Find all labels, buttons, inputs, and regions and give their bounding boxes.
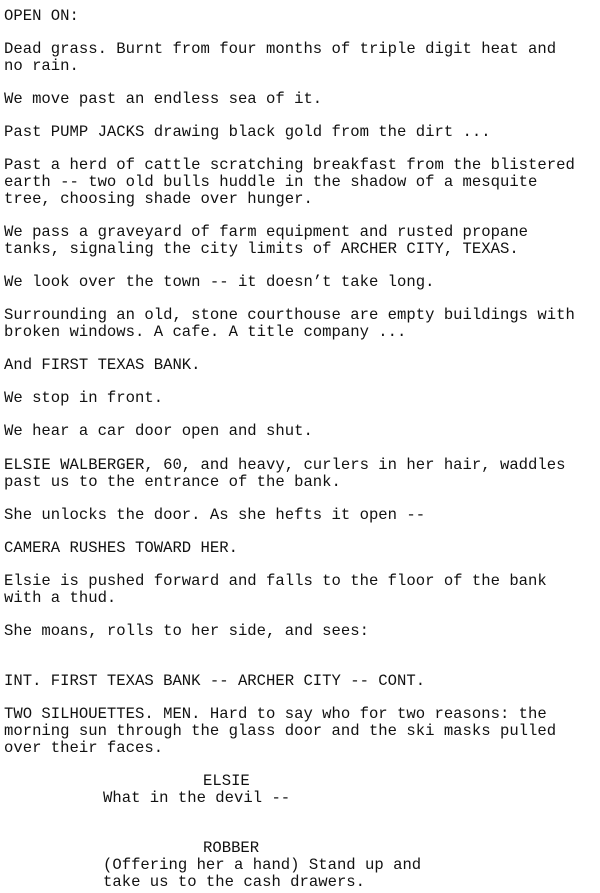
action-line: She moans, rolls to her side, and sees: xyxy=(4,622,369,640)
action-line: CAMERA RUSHES TOWARD HER. xyxy=(4,539,238,557)
action-line: Dead grass. Burnt from four months of triple digit heat and xyxy=(4,40,557,58)
action-line: And FIRST TEXAS BANK. xyxy=(4,356,201,374)
dialogue-line: take us to the cash drawers. xyxy=(103,873,366,891)
transition: OPEN ON: xyxy=(4,7,79,25)
action-line: tree, choosing shade over hunger. xyxy=(4,190,313,208)
action-line: morning sun through the glass door and the ski masks pulled xyxy=(4,722,557,740)
action-line: Past a herd of cattle scratching breakfast from the blistered xyxy=(4,156,575,174)
action-line: broken windows. A cafe. A title company ... xyxy=(4,323,407,341)
action-line: Surrounding an old, stone courthouse are empty buildings with xyxy=(4,306,575,324)
action-line: ELSIE WALBERGER, 60, and heavy, curlers in her hair, waddles xyxy=(4,456,566,474)
action-line: She unlocks the door. As she hefts it open -- xyxy=(4,506,426,524)
scene-heading: INT. FIRST TEXAS BANK -- ARCHER CITY -- CONT. xyxy=(4,672,426,690)
action-line: earth -- two old bulls huddle in the shadow of a mesquite xyxy=(4,173,538,191)
dialogue-line: (Offering her a hand) Stand up and xyxy=(103,856,422,874)
action-line: tanks, signaling the city limits of ARCHER CITY, TEXAS. xyxy=(4,240,519,258)
action-line: We pass a graveyard of farm equipment and rusted propane xyxy=(4,223,529,241)
action-line: We move past an endless sea of it. xyxy=(4,90,323,108)
action-line: over their faces. xyxy=(4,739,164,757)
character-name: ELSIE xyxy=(203,772,250,790)
action-line: TWO SILHOUETTES. MEN. Hard to say who for two reasons: the xyxy=(4,705,547,723)
character-name: ROBBER xyxy=(203,839,260,857)
dialogue-line: What in the devil -- xyxy=(103,789,291,807)
action-line: We hear a car door open and shut. xyxy=(4,422,313,440)
action-line: We stop in front. xyxy=(4,389,164,407)
action-line: with a thud. xyxy=(4,589,117,607)
action-line: no rain. xyxy=(4,57,79,75)
action-line: past us to the entrance of the bank. xyxy=(4,473,341,491)
action-line: We look over the town -- it doesn’t take long. xyxy=(4,273,435,291)
action-line: Elsie is pushed forward and falls to the floor of the bank xyxy=(4,572,547,590)
action-line: Past PUMP JACKS drawing black gold from the dirt ... xyxy=(4,123,491,141)
